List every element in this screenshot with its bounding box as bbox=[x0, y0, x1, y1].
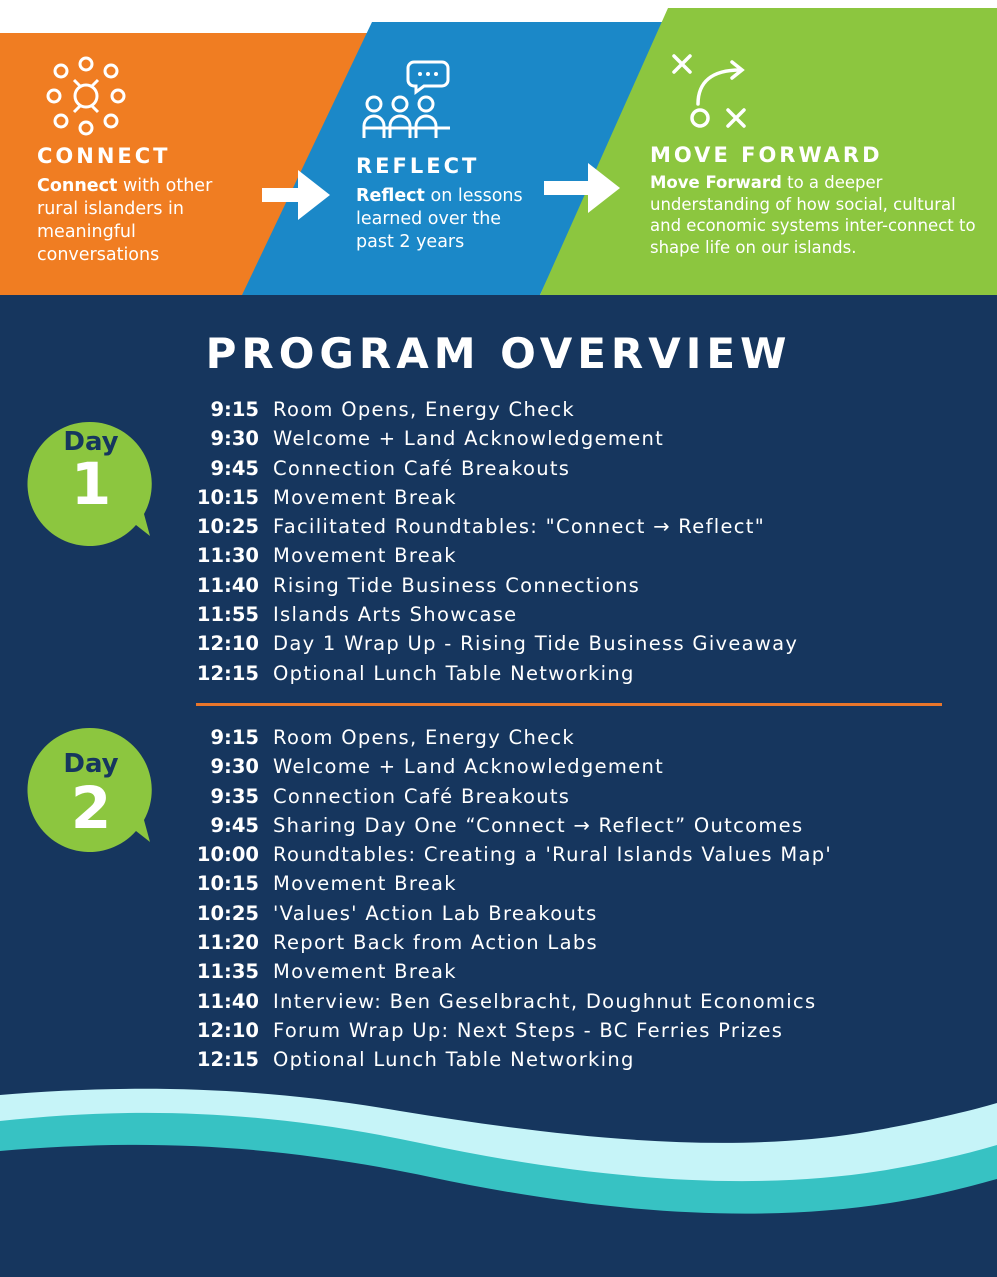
schedule-row bbox=[0, 987, 997, 1016]
group-discussion-icon bbox=[362, 58, 454, 142]
schedule-activity: Movement Break bbox=[273, 544, 457, 568]
schedule-time: 9:15 bbox=[210, 398, 259, 421]
schedule-activity: Rising Tide Business Connections bbox=[273, 573, 641, 597]
schedule-row bbox=[0, 723, 997, 752]
schedule-time: 9:45 bbox=[210, 813, 259, 837]
schedule-activity: Movement Break bbox=[273, 485, 457, 509]
schedule-time: 12:10 bbox=[196, 632, 259, 656]
schedule-activity: Optional Lunch Table Networking bbox=[273, 661, 635, 685]
schedule-row bbox=[0, 395, 997, 424]
people-circle-icon bbox=[44, 54, 128, 138]
schedule-row bbox=[0, 899, 997, 928]
schedule-time: 11:35 bbox=[196, 960, 259, 984]
schedule-row bbox=[0, 424, 997, 453]
schedule-activity: Welcome + Land Acknowledgement bbox=[273, 427, 665, 451]
schedule-row bbox=[0, 840, 997, 869]
schedule-time: 9:35 bbox=[210, 784, 259, 808]
schedule-row bbox=[0, 600, 997, 629]
schedule-row bbox=[0, 957, 997, 986]
wave-decoration bbox=[0, 1085, 997, 1277]
connect-description bbox=[37, 175, 257, 267]
schedule-activity: Room Opens, Energy Check bbox=[273, 726, 576, 749]
schedule-activity: Connection Café Breakouts bbox=[273, 784, 571, 808]
schedule-time: 11:30 bbox=[196, 544, 259, 568]
day-1-label: Day bbox=[63, 427, 119, 457]
schedule-row bbox=[0, 1045, 997, 1074]
move-forward-description bbox=[650, 172, 985, 258]
day-2-schedule bbox=[0, 723, 997, 1075]
schedule-activity: 'Values' Action Lab Breakouts bbox=[273, 901, 598, 925]
schedule-time: 12:15 bbox=[196, 661, 259, 685]
schedule-row bbox=[0, 752, 997, 781]
schedule-time: 12:10 bbox=[196, 1018, 259, 1042]
reflect-title: REFLECT bbox=[356, 154, 480, 178]
schedule-time: 10:25 bbox=[196, 515, 259, 539]
schedule-time: 9:45 bbox=[210, 456, 259, 480]
schedule-row bbox=[0, 659, 997, 688]
schedule-row bbox=[0, 571, 997, 600]
schedule-time: 9:30 bbox=[210, 427, 259, 451]
schedule-activity: Report Back from Action Labs bbox=[273, 931, 598, 955]
schedule-activity: Facilitated Roundtables: "Connect → Reflect" bbox=[273, 515, 765, 539]
schedule-time: 10:25 bbox=[196, 901, 259, 925]
schedule-time: 11:55 bbox=[196, 603, 259, 627]
schedule-activity: Optional Lunch Table Networking bbox=[273, 1048, 635, 1072]
program-overview-section bbox=[0, 295, 997, 1277]
banner bbox=[0, 0, 997, 295]
schedule-activity: Roundtables: Creating a 'Rural Islands Values Map' bbox=[273, 843, 833, 867]
day-2-number: 2 bbox=[70, 774, 112, 842]
schedule-time: 11:40 bbox=[196, 989, 259, 1013]
schedule-activity: Forum Wrap Up: Next Steps - BC Ferries Prizes bbox=[273, 1018, 784, 1042]
schedule-activity: Movement Break bbox=[273, 960, 457, 984]
schedule-row bbox=[0, 928, 997, 957]
day-1-number: 1 bbox=[70, 450, 112, 518]
schedule-time: 9:30 bbox=[210, 755, 259, 779]
schedule-row bbox=[0, 811, 997, 840]
connect-lead: Connect bbox=[37, 176, 118, 196]
schedule-row bbox=[0, 454, 997, 483]
schedule-row bbox=[0, 869, 997, 898]
schedule-row bbox=[0, 629, 997, 658]
move-forward-text: to a deeper understanding of how social, cultural and economic systems inter-connect to shape life on our islands. bbox=[650, 173, 976, 257]
move-forward-title: MOVE FORWARD bbox=[650, 143, 883, 167]
day-divider bbox=[196, 703, 942, 706]
strategy-play-icon bbox=[668, 52, 752, 132]
reflect-text: on lessons learned over the past 2 years bbox=[356, 186, 523, 252]
reflect-description bbox=[356, 185, 536, 254]
reflect-lead: Reflect bbox=[356, 186, 425, 206]
schedule-activity: Day 1 Wrap Up - Rising Tide Business Giveaway bbox=[273, 632, 799, 656]
schedule-activity: Welcome + Land Acknowledgement bbox=[273, 755, 665, 779]
schedule-row bbox=[0, 782, 997, 811]
schedule-activity: Interview: Ben Geselbracht, Doughnut Economics bbox=[273, 989, 817, 1013]
schedule-time: 10:15 bbox=[196, 872, 259, 896]
day-1-schedule bbox=[0, 395, 997, 688]
schedule-row bbox=[0, 483, 997, 512]
move-forward-lead: Move Forward bbox=[650, 173, 782, 192]
schedule-time: 10:15 bbox=[196, 485, 259, 509]
schedule-activity: Movement Break bbox=[273, 872, 457, 896]
schedule-time: 10:00 bbox=[196, 843, 259, 867]
schedule-activity: Islands Arts Showcase bbox=[273, 603, 518, 627]
schedule-activity: Sharing Day One “Connect → Reflect” Outcomes bbox=[273, 813, 804, 837]
connect-text: with other rural islanders in meaningful conversations bbox=[37, 176, 213, 265]
schedule-time: 12:15 bbox=[196, 1048, 259, 1072]
schedule-time: 11:20 bbox=[196, 931, 259, 955]
schedule-row bbox=[0, 512, 997, 541]
page-title: PROGRAM OVERVIEW bbox=[205, 329, 792, 378]
connect-title: CONNECT bbox=[37, 144, 171, 168]
day-2-label: Day bbox=[63, 749, 119, 779]
schedule-time: 9:15 bbox=[210, 726, 259, 749]
schedule-activity: Room Opens, Energy Check bbox=[273, 398, 576, 421]
schedule-activity: Connection Café Breakouts bbox=[273, 456, 571, 480]
schedule-time: 11:40 bbox=[196, 573, 259, 597]
schedule-row bbox=[0, 1016, 997, 1045]
schedule-row bbox=[0, 541, 997, 570]
